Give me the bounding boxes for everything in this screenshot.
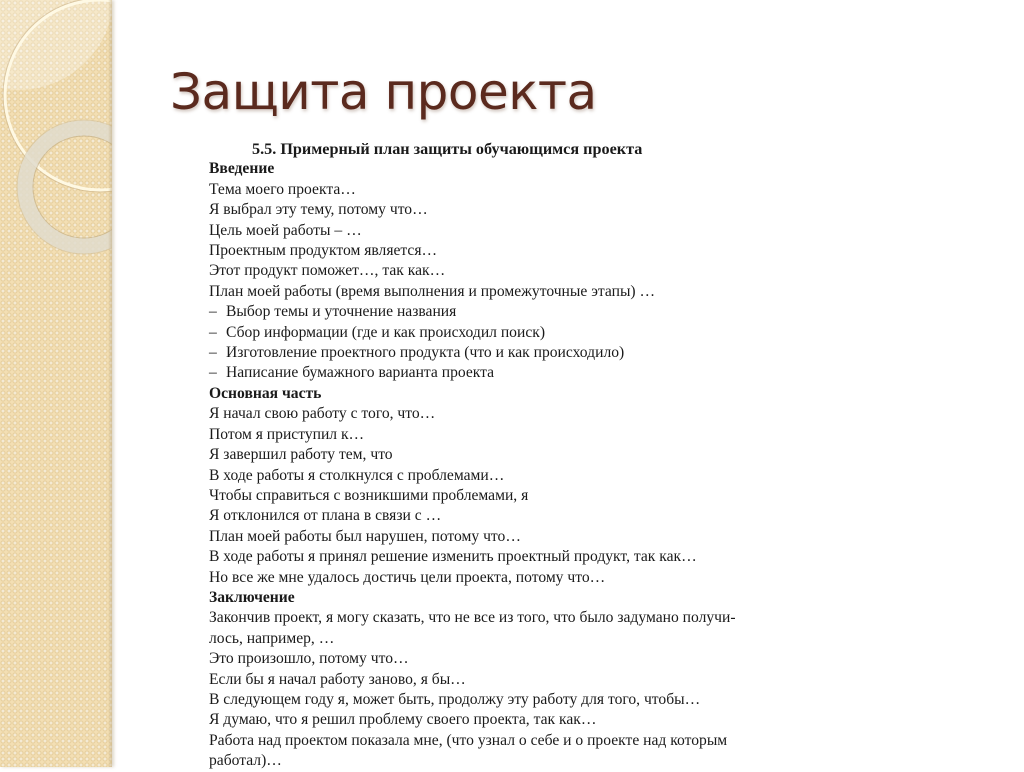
decorative-circles-icon	[0, 0, 112, 767]
text-line: План моей работы (время выполнения и промежуточные этапы) …	[209, 282, 656, 300]
dash-bullet-icon: –	[209, 344, 217, 362]
decorative-side-band	[0, 0, 112, 767]
document-body	[209, 139, 829, 772]
text-line: План моей работы был нарушен, потому что…	[209, 527, 521, 545]
text-line: Если бы я начал работу заново, я бы…	[209, 670, 466, 688]
dash-bullet-icon: –	[209, 303, 217, 321]
plan-step	[209, 323, 829, 343]
text-line: работал)…	[209, 752, 282, 770]
plan-step-text: Сбор информации (где и как происходил поиск)	[226, 323, 546, 341]
text-line: Но все же мне удалось достичь цели проекта, потому что…	[209, 568, 606, 586]
text-line: Цель моей работы – …	[209, 221, 362, 239]
text-line: Я думаю, что я решил проблему своего проекта, так как…	[209, 711, 597, 729]
text-line: лось, например, …	[209, 629, 335, 647]
plan-step-text: Выбор темы и уточнение названия	[226, 303, 457, 321]
plan-step	[209, 343, 829, 363]
text-line: В ходе работы я столкнулся с проблемами…	[209, 466, 505, 484]
text-line: Я начал свою работу с того, что…	[209, 405, 436, 423]
plan-step-text: Написание бумажного варианта проекта	[226, 364, 495, 382]
text-line: Чтобы справиться с возникшими проблемами, я	[209, 486, 529, 504]
text-line: Я выбрал эту тему, потому что…	[209, 201, 428, 219]
text-line: В следующем году я, может быть, продолжу эту работу для того, чтобы…	[209, 690, 701, 708]
text-line: Работа над проектом показала мне, (что узнал о себе и о проекте над которым	[209, 731, 728, 749]
dash-bullet-icon: –	[209, 364, 217, 382]
side-band-edge	[108, 0, 112, 767]
slide-title: Защита проекта	[170, 63, 597, 121]
plan-step	[209, 363, 829, 383]
plan-step	[209, 302, 829, 322]
plan-step-text: Изготовление проектного продукта (что и как происходило)	[226, 344, 625, 362]
text-line: Я завершил работу тем, что	[209, 446, 393, 464]
text-line: Это произошло, потому что…	[209, 650, 409, 668]
text-line: Закончив проект, я могу сказать, что не все из того, что было задумано получи-	[209, 609, 736, 627]
section-title-introduction: Введение	[209, 160, 275, 178]
document-heading: 5.5. Примерный план защиты обучающимся проекта	[252, 140, 643, 158]
text-line: Проектным продуктом является…	[209, 242, 438, 260]
section-title-main-part: Основная часть	[209, 384, 322, 402]
text-line: Я отклонился от плана в связи с …	[209, 507, 442, 525]
text-line: В ходе работы я принял решение изменить проектный продукт, так как…	[209, 548, 697, 566]
section-title-conclusion: Заключение	[209, 588, 295, 606]
dash-bullet-icon: –	[209, 323, 217, 341]
text-line: Этот продукт поможет…, так как…	[209, 262, 446, 280]
text-line: Тема моего проекта…	[209, 180, 356, 198]
text-line: Потом я приступил к…	[209, 425, 365, 443]
